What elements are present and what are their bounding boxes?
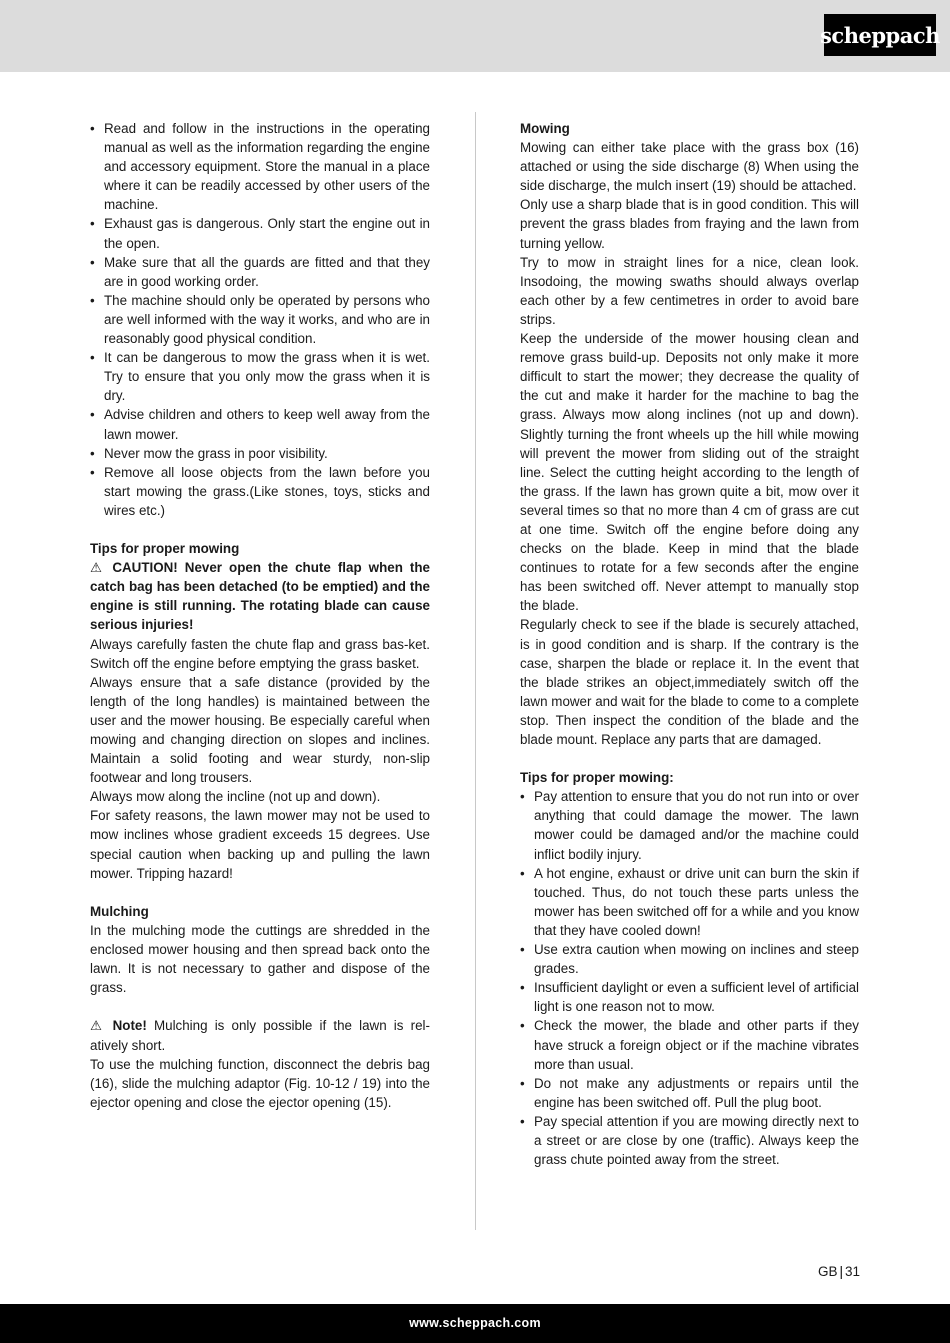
tips-paragraph: For safety reasons, the lawn mower may not be used to mow inclines whose gradient exceeds 15 degrees. Use special caution when backing up and pulling the lawn mower. Tripping hazard! [90,808,430,881]
tips-heading-right: Tips for proper mowing: [520,770,674,786]
mowing-paragraph: Try to mow in straight lines for a nice, clean look. Insodoing, the mowing swaths should always overlap each other by a few centimetres in order to avoid bare strips. [520,254,859,327]
caution-paragraph [90,558,430,634]
page-separator: | [839,1264,843,1279]
left-column [90,119,430,1112]
page-number-value: 31 [844,1264,860,1279]
page-header [0,0,950,72]
list-item: • Do not make any adjustments or repairs until the engine has been switched off. Pull the plug boot. [520,1074,859,1112]
list-item: • Never mow the grass in poor visibility. [90,444,430,463]
language-code: GB [817,1264,838,1279]
note-text: Mulching is only possible if the lawn is rel-atively short. [90,1018,430,1053]
mulching-paragraph: In the mulching mode the cuttings are shredded in the enclosed mower housing and then spread back onto the lawn. It is not necessary to gather and dispose of the grass. [90,922,430,996]
website-link[interactable]: www.scheppach.com [409,1316,541,1330]
page-number [818,1264,860,1279]
tips-paragraph: Always carefully fasten the chute flap and grass bas-ket. Switch off the engine before emptying the grass basket. [90,636,430,671]
tips-heading: Tips for proper mowing [90,541,240,557]
right-column [520,119,859,1169]
list-item: • It can be dangerous to mow the grass when it is wet. Try to ensure that you only mow the grass when it is dry. [90,348,430,405]
mowing-paragraph: Mowing can either take place with the grass box (16) attached or using the side discharge (8) When using the side discharge, the mulch insert (19) should be attached. [520,140,859,194]
mowing-paragraph: Keep the underside of the mower housing clean and remove grass build-up. Deposits not only make it more difficult to start the mower; they decrease the quality of the cut and make it harder for the machine to bag the grass. Always mow along inclines (not up and down). Slightly turning the front wheels up the hill while mowing will prevent the mower from sliding out of the straight line. Select the cutting height according to the length of the grass. If the lawn has grown quite a bit, mow over it several times so that no more than 4 cm of grass are cut at one time. Switch off the engine before doing any checks on the blade. Keep in mind that the blade continues to rotate for a few seconds after the engine has been switched off. Never attempt to manually stop the blade. [520,331,859,614]
mowing-paragraph: Only use a sharp blade that is in good condition. This will prevent the grass blades from fraying and the lawn from turning yellow. [520,197,859,251]
warning-icon: ⚠ [90,560,106,576]
warning-icon: ⚠ [90,1018,106,1034]
list-item: • Insufficient daylight or even a sufficient level of artificial light is one reason not to mow. [520,978,859,1016]
list-item: • Make sure that all the guards are fitted and that they are in good working order. [90,253,430,291]
list-item: • The machine should only be operated by persons who are well informed with the way it works, and who are in reasonably good physical condition. [90,291,430,348]
safety-bullet-list [90,119,430,520]
note-paragraph [90,1016,430,1054]
list-item: • Pay special attention if you are mowing directly next to a street or are close by one (traffic). Always keep the grass chute pointed away from the street. [520,1112,859,1169]
tips-paragraph: Always mow along the incline (not up and down). [90,789,381,805]
column-divider [475,112,476,1230]
list-item: • Check the mower, the blade and other parts if they have struck a foreign object or if the machine vibrates more than usual. [520,1016,859,1073]
tips-paragraph: Always ensure that a safe distance (provided by the length of the long handles) is maintained between the user and the mower housing. Be especially careful when mowing and changing direction on slopes and inclines. Maintain a solid footing and wear sturdy, non-slip footwear and long trousers. [90,674,430,786]
list-item: • Read and follow in the instructions in the operating manual as well as the information regarding the engine and accessory equipment. Store the manual in a place where it can be readily accessed by other users of the machine. [90,119,430,214]
list-item: • Use extra caution when mowing on inclines and steep grades. [520,940,859,978]
caution-text: CAUTION! Never open the chute flap when the catch bag has been detached (to be emptied) and the engine is still running. The rotating blade can cause serious injuries! [90,560,430,633]
brand-logo: scheppach [824,14,936,56]
page-footer [0,1304,950,1343]
list-item: • Remove all loose objects from the lawn before you start mowing the grass.(Like stones, toys, sticks and wires etc.) [90,463,430,520]
mowing-paragraph: Regularly check to see if the blade is securely attached, is in good condition and is sharp. If the contrary is the case, sharpen the blade or replace it. In the event that the blade strikes an object,immediately switch off the lawn mower and wait for the blade to come to a complete stop. Then inspect the condition of the blade and the blade mount. Replace any parts that are damaged. [520,617,859,747]
list-item: • A hot engine, exhaust or drive unit can burn the skin if touched. Thus, do not touch these parts unless the mower has been switched off for a while and you know that they have cooled down! [520,864,859,940]
list-item: • Advise children and others to keep well away from the lawn mower. [90,405,430,443]
tips-bullet-list [520,787,859,1169]
mulching-heading: Mulching [90,903,149,919]
mowing-heading: Mowing [520,121,570,136]
list-item: • Pay attention to ensure that you do not run into or over anything that could damage the mower. The lawn mower could be damaged and/or the machine could inflict bodily injury. [520,787,859,863]
note-label: Note! [112,1018,147,1034]
mulching-instructions: To use the mulching function, disconnect the debris bag (16), slide the mulching adaptor (Fig. 10-12 / 19) into the ejector opening and close the ejector opening (15). [90,1056,430,1110]
list-item: • Exhaust gas is dangerous. Only start the engine out in the open. [90,214,430,252]
